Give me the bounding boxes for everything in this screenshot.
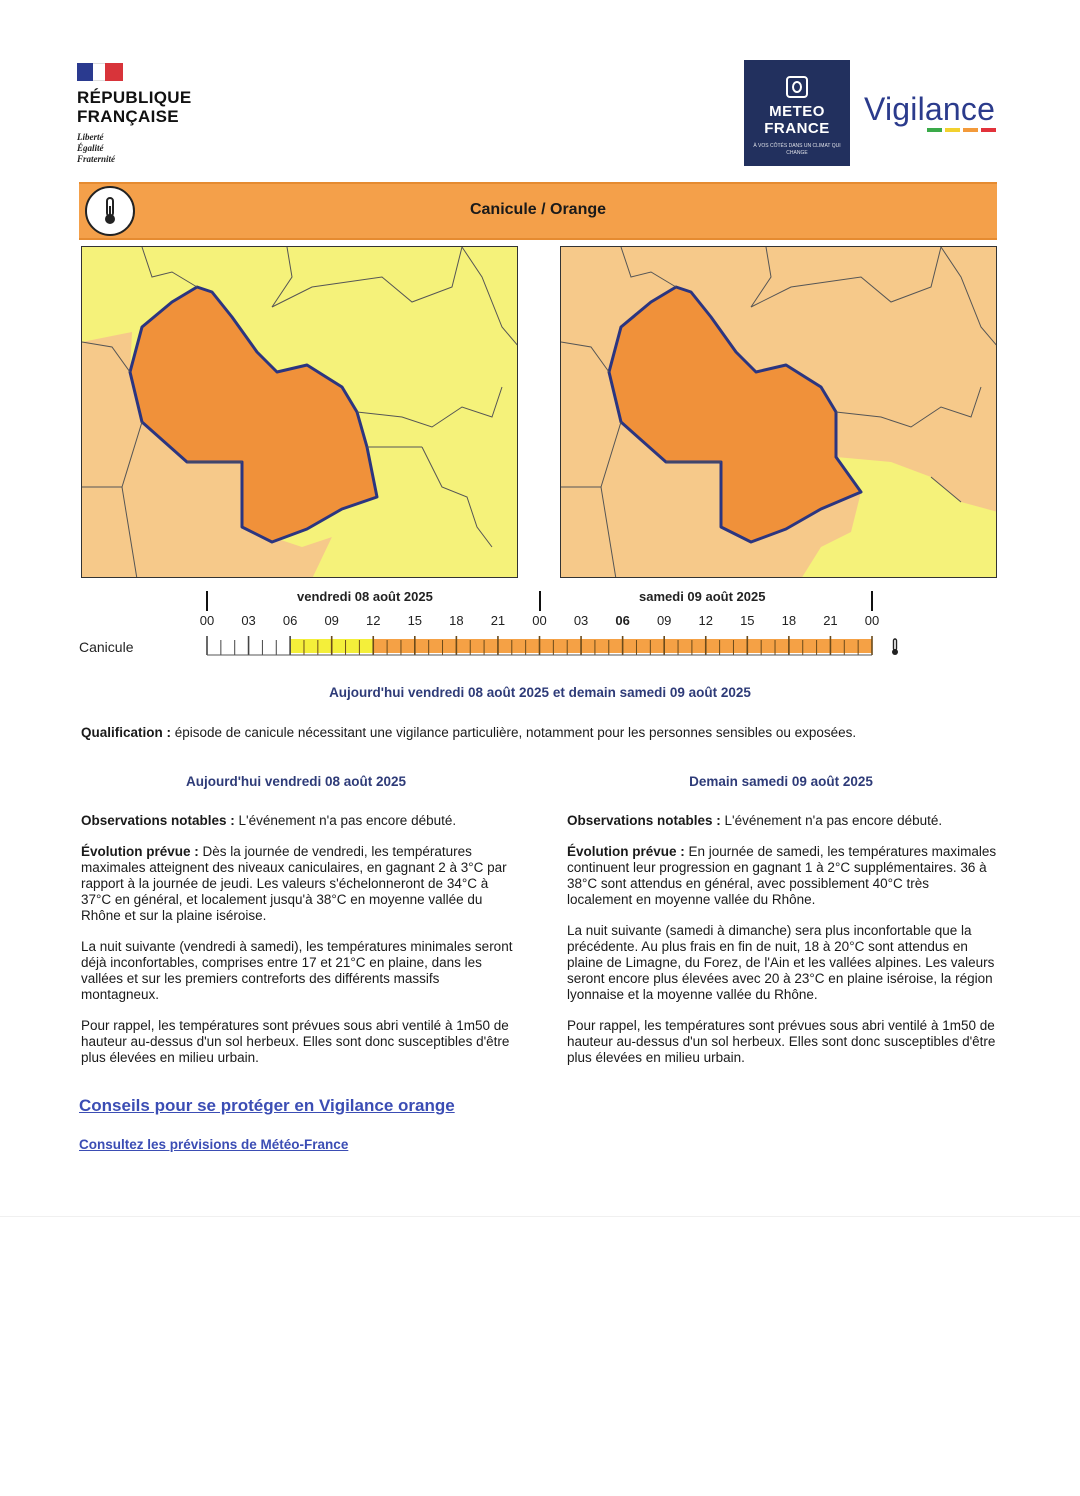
timeline-day1-label: vendredi 08 août 2025 — [297, 589, 433, 604]
meteo-france-line1: METEO — [769, 103, 825, 120]
timeline-bar — [204, 633, 876, 659]
timeline-hour-label: 12 — [366, 613, 381, 628]
meteo-france-symbol-icon — [786, 76, 808, 98]
meteo-france-line2: FRANCE — [764, 120, 830, 137]
left-column — [81, 813, 513, 1081]
rf-motto-liberte: Liberté — [77, 132, 104, 142]
qualification-label: Qualification : — [81, 725, 172, 740]
vigilance-bar-3 — [981, 128, 996, 132]
timeline-day-separator — [871, 591, 873, 611]
timeline-hour-label: 18 — [781, 613, 797, 628]
rf-motto-fraternite: Fraternité — [77, 154, 116, 164]
rf-motto-egalite: Égalité — [77, 143, 104, 153]
left-observations — [81, 813, 513, 829]
right-night: La nuit suivante (samedi à dimanche) sera plus inconfortable que la précédente. Au plus frais en fin de nuit, 18 à 20°C sont attendus en plaine de Limagne, du Forez, de l'Ain et les vallées alpines. Les valeurs seront encore plus élevées avec 20 à 23°C en plaine iséroise, la région lyonnaise et la moyenne vallée du Rhône. — [567, 923, 995, 1002]
rf-name-line1: RÉPUBLIQUE — [77, 88, 192, 107]
timeline-hour-label: 09 — [324, 613, 339, 628]
right-evolution — [567, 844, 997, 908]
advice-link[interactable]: Conseils pour se protéger en Vigilance orange — [79, 1096, 455, 1115]
timeline-hour-label: 06 — [615, 613, 630, 628]
qualification — [81, 725, 1001, 741]
vigilance-bar-0 — [927, 128, 942, 132]
qualification-text: épisode de canicule nécessitant une vigilance particulière, notamment pour les personnes sensibles ou exposées. — [171, 725, 857, 740]
vigilance-label: Vigilance — [864, 91, 996, 127]
left-evolution — [81, 844, 513, 924]
timeline-hour-label: 00 — [199, 613, 215, 628]
left-night: La nuit suivante (vendredi à samedi), les températures minimales seront déjà inconfortables, comprises entre 17 et 21°C en plaine, dans les vallées et sur les premiers contreforts des différents massifs montagneux. — [81, 939, 513, 1002]
timeline-hour-label: 03 — [573, 613, 589, 628]
right-obs-text: L'événement n'a pas encore débuté. — [720, 813, 943, 828]
right-observations — [567, 813, 997, 829]
vigilance-map-day1 — [81, 246, 518, 578]
timeline-thermometer-icon — [891, 637, 899, 662]
timeline-hour-label: 03 — [241, 613, 256, 628]
right-reminder: Pour rappel, les températures sont prévues sous abri ventilé à 1m50 de hauteur au-dessus d'un sol herbeux. Elles sont donc susceptibles d'être plus élevées en milieu urbain. — [567, 1018, 996, 1065]
timeline-row-label: Canicule — [79, 639, 134, 655]
timeline-hour-label: 15 — [740, 613, 755, 628]
timeline-day-separator — [206, 591, 208, 611]
vigilance-bar-2 — [963, 128, 978, 132]
left-obs-label: Observations notables : — [81, 813, 235, 828]
period-headline: Aujourd'hui vendredi 08 août 2025 et demain samedi 09 août 2025 — [329, 685, 751, 700]
vigilance-logo — [864, 92, 1004, 132]
vigilance-bar-1 — [945, 128, 960, 132]
left-reminder: Pour rappel, les températures sont prévues sous abri ventilé à 1m50 de hauteur au-dessus d'un sol herbeux. Elles sont donc susceptibles d'être plus élevées en milieu urbain. — [81, 1018, 510, 1065]
alert-banner — [79, 182, 997, 240]
right-evo-label: Évolution prévue : — [567, 844, 685, 859]
forecast-link[interactable]: Consultez les prévisions de Météo-France — [79, 1137, 349, 1152]
timeline-hour-label: 21 — [823, 613, 838, 628]
timeline-hour-label: 12 — [698, 613, 713, 628]
left-obs-text: L'événement n'a pas encore débuté. — [234, 813, 457, 828]
timeline-hour-label: 21 — [490, 613, 506, 628]
timeline-hour-label: 18 — [449, 613, 464, 628]
page-bottom-line — [0, 1216, 1080, 1217]
timeline-hour-label: 00 — [532, 613, 547, 628]
timeline-day2-label: samedi 09 août 2025 — [639, 589, 766, 604]
meteo-france-tagline: À VOS CÔTÉS DANS UN CLIMAT QUI CHANGE — [753, 143, 841, 156]
timeline-hour-label: 06 — [282, 613, 298, 628]
left-evo-text: Dès la journée de vendredi, les températures maximales atteignent des niveaux caniculaires, en gagnant 2 à 3°C par rapport à la journée de jeudi. Les valeurs s'échelonneront de 34°C à 37°C en général, et localement jusqu'à 38°C en moyenne vallée du Rhône et sur la plaine iséroise. — [81, 844, 507, 923]
republique-francaise-logo — [77, 63, 217, 165]
right-column — [567, 813, 997, 1081]
alert-title: Canicule / Orange — [469, 201, 607, 218]
right-evo-text: En journée de samedi, les températures maximales continuent leur progression en gagnant 1 à 2°C supplémentaires. 36 à 38°C sont attendus en général, avec possiblement 40°C très localement en moyenne vallée du Rhône. — [567, 844, 997, 907]
timeline-day-separator — [539, 591, 541, 611]
rf-name-line2: FRANÇAISE — [77, 107, 179, 126]
meteo-france-logo — [744, 60, 850, 166]
left-evo-label: Évolution prévue : — [81, 844, 199, 859]
timeline-hour-label: 09 — [656, 613, 672, 628]
timeline-hour-label: 00 — [864, 613, 880, 628]
marianne-flag-icon — [77, 63, 123, 81]
timeline-hour-label: 15 — [407, 613, 423, 628]
right-column-title: Demain samedi 09 août 2025 — [689, 774, 873, 789]
vigilance-color-bars — [927, 128, 1004, 132]
left-column-title: Aujourd'hui vendredi 08 août 2025 — [185, 774, 406, 789]
vigilance-map-day2 — [560, 246, 997, 578]
right-obs-label: Observations notables : — [567, 813, 721, 828]
